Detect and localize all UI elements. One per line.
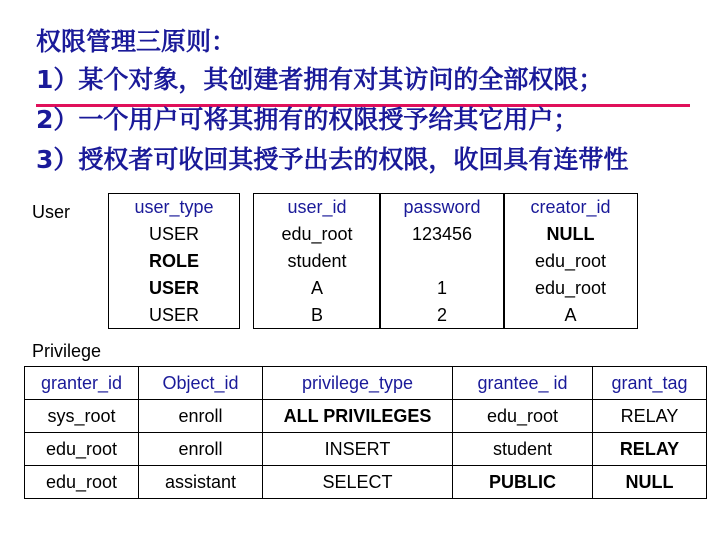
table-cell: USER (148, 305, 199, 325)
table-cell: edu_root (453, 400, 593, 433)
privilege-table-label: Privilege (32, 341, 102, 361)
column-header: creator_id (530, 197, 611, 217)
table-cell: edu_root (25, 466, 139, 499)
user-type-column (108, 193, 240, 329)
table-cell: 123456 (411, 224, 473, 244)
column-header: grantee_ id (453, 367, 593, 400)
table-cell: NULL (593, 466, 707, 499)
table-cell: enroll (139, 433, 263, 466)
table-row (25, 466, 707, 499)
column-header: grant_tag (593, 367, 707, 400)
table-cell: NULL (546, 224, 595, 244)
column-header: privilege_type (263, 367, 453, 400)
page-title: 权限管理三原则： (36, 27, 237, 56)
column-header: password (403, 197, 481, 217)
table-cell: PUBLIC (453, 466, 593, 499)
table-cell: ALL PRIVILEGES (263, 400, 453, 433)
table-cell: edu_root (534, 278, 607, 298)
rule-3: 3）授权者可收回其授予出去的权限，收回具有连带性 (36, 145, 629, 174)
table-cell: INSERT (263, 433, 453, 466)
table-cell: enroll (139, 400, 263, 433)
table-cell: RELAY (593, 400, 707, 433)
column-header: user_id (287, 197, 347, 217)
user-id-column (253, 193, 381, 329)
column-header: granter_id (25, 367, 139, 400)
table-cell: B (310, 305, 323, 325)
table-cell: USER (148, 224, 199, 244)
table-cell: SELECT (263, 466, 453, 499)
rule-2: 2）一个用户可将其拥有的权限授予给其它用户； (36, 105, 579, 134)
table-cell: edu_root (25, 433, 139, 466)
table-cell: edu_root (534, 251, 607, 271)
password-column (379, 193, 505, 329)
table-cell: sys_root (25, 400, 139, 433)
table-cell: student (287, 251, 347, 271)
table-header-row (25, 367, 707, 400)
table-cell: 1 (436, 278, 447, 298)
creator-id-column (503, 193, 638, 329)
table-cell: A (564, 305, 577, 325)
column-header: user_type (134, 197, 214, 217)
table-cell: RELAY (593, 433, 707, 466)
table-cell: student (453, 433, 593, 466)
table-cell (380, 248, 504, 275)
table-cell: assistant (139, 466, 263, 499)
table-row (25, 433, 707, 466)
table-cell: USER (148, 278, 199, 298)
privilege-table (24, 366, 707, 499)
column-header: Object_id (139, 367, 263, 400)
table-cell: A (310, 278, 323, 298)
user-table-label: User (32, 202, 71, 222)
table-cell: edu_root (281, 224, 353, 244)
table-cell: ROLE (148, 251, 199, 271)
user-table (108, 193, 638, 329)
table-cell: 2 (436, 305, 447, 325)
table-row (25, 400, 707, 433)
rule-1: 1）某个对象，其创建者拥有对其访问的全部权限； (36, 65, 604, 94)
